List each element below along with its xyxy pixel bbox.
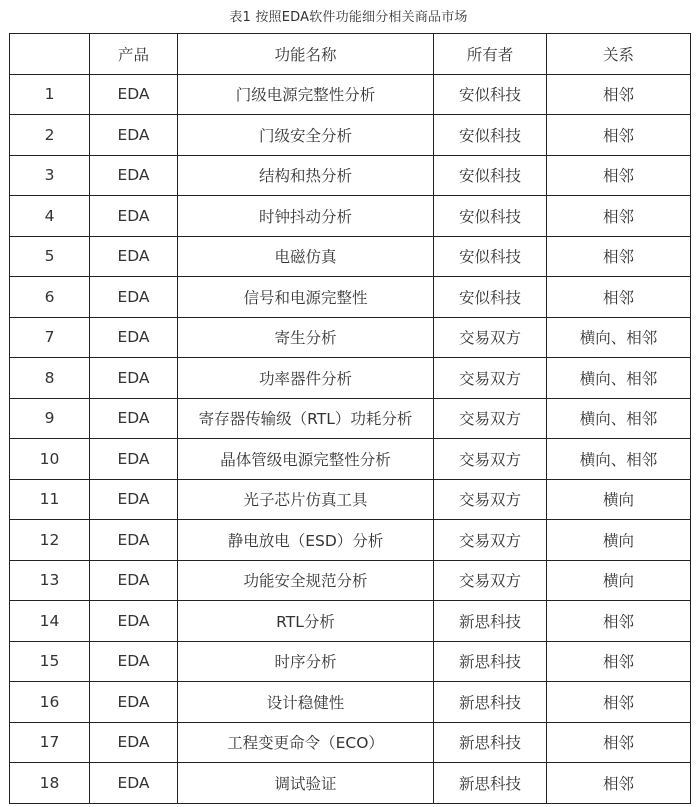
cell-product: EDA (90, 115, 178, 156)
cell-relation: 相邻 (547, 641, 691, 682)
cell-number: 7 (10, 317, 90, 358)
cell-product: EDA (90, 317, 178, 358)
cell-function-name: 结构和热分析 (178, 155, 434, 196)
cell-owner: 新思科技 (434, 763, 547, 804)
header-number (10, 34, 90, 75)
cell-product: EDA (90, 601, 178, 642)
cell-relation: 横向、相邻 (547, 398, 691, 439)
cell-function-name: 时钟抖动分析 (178, 196, 434, 237)
cell-number: 2 (10, 115, 90, 156)
cell-number: 10 (10, 439, 90, 480)
cell-relation: 横向、相邻 (547, 358, 691, 399)
cell-product: EDA (90, 398, 178, 439)
header-product: 产品 (90, 34, 178, 75)
cell-relation: 横向 (547, 520, 691, 561)
table-row (10, 682, 691, 723)
cell-relation: 横向、相邻 (547, 317, 691, 358)
table-row (10, 439, 691, 480)
cell-owner: 安似科技 (434, 277, 547, 318)
cell-number: 13 (10, 560, 90, 601)
cell-relation: 相邻 (547, 601, 691, 642)
cell-number: 5 (10, 236, 90, 277)
cell-function-name: 晶体管级电源完整性分析 (178, 439, 434, 480)
cell-product: EDA (90, 722, 178, 763)
table-row (10, 196, 691, 237)
cell-owner: 安似科技 (434, 74, 547, 115)
cell-relation: 相邻 (547, 155, 691, 196)
header-relation: 关系 (547, 34, 691, 75)
cell-relation: 相邻 (547, 115, 691, 156)
cell-product: EDA (90, 196, 178, 237)
cell-product: EDA (90, 358, 178, 399)
cell-function-name: 电磁仿真 (178, 236, 434, 277)
cell-function-name: 寄存器传输级（RTL）功耗分析 (178, 398, 434, 439)
cell-number: 18 (10, 763, 90, 804)
cell-product: EDA (90, 520, 178, 561)
cell-function-name: 设计稳健性 (178, 682, 434, 723)
table-caption: 表1 按照EDA软件功能细分相关商品市场 (229, 10, 468, 25)
cell-number: 15 (10, 641, 90, 682)
cell-relation: 相邻 (547, 236, 691, 277)
cell-product: EDA (90, 560, 178, 601)
cell-owner: 新思科技 (434, 722, 547, 763)
cell-owner: 新思科技 (434, 682, 547, 723)
table-header-row (10, 34, 691, 75)
cell-function-name: 调试验证 (178, 763, 434, 804)
cell-number: 8 (10, 358, 90, 399)
cell-owner: 交易双方 (434, 520, 547, 561)
table-body (10, 74, 691, 803)
table-row (10, 317, 691, 358)
table-row (10, 520, 691, 561)
cell-relation: 相邻 (547, 763, 691, 804)
cell-relation: 横向、相邻 (547, 439, 691, 480)
cell-product: EDA (90, 439, 178, 480)
cell-function-name: 功能安全规范分析 (178, 560, 434, 601)
cell-function-name: 门级电源完整性分析 (178, 74, 434, 115)
cell-relation: 相邻 (547, 74, 691, 115)
cell-function-name: 时序分析 (178, 641, 434, 682)
cell-product: EDA (90, 277, 178, 318)
table-row (10, 358, 691, 399)
cell-relation: 相邻 (547, 682, 691, 723)
cell-owner: 交易双方 (434, 479, 547, 520)
cell-function-name: 静电放电（ESD）分析 (178, 520, 434, 561)
cell-product: EDA (90, 641, 178, 682)
cell-number: 17 (10, 722, 90, 763)
cell-number: 12 (10, 520, 90, 561)
cell-relation: 相邻 (547, 722, 691, 763)
table-row (10, 763, 691, 804)
cell-function-name: RTL分析 (178, 601, 434, 642)
cell-function-name: 工程变更命令（ECO） (178, 722, 434, 763)
cell-product: EDA (90, 479, 178, 520)
cell-number: 11 (10, 479, 90, 520)
table-row (10, 115, 691, 156)
table-row (10, 398, 691, 439)
cell-function-name: 门级安全分析 (178, 115, 434, 156)
cell-number: 4 (10, 196, 90, 237)
cell-function-name: 功率器件分析 (178, 358, 434, 399)
table-row (10, 601, 691, 642)
table-row (10, 155, 691, 196)
cell-product: EDA (90, 682, 178, 723)
table-row (10, 722, 691, 763)
cell-owner: 安似科技 (434, 115, 547, 156)
header-owner: 所有者 (434, 34, 547, 75)
cell-relation: 横向 (547, 479, 691, 520)
cell-owner: 安似科技 (434, 196, 547, 237)
cell-product: EDA (90, 763, 178, 804)
cell-owner: 交易双方 (434, 317, 547, 358)
cell-relation: 横向 (547, 560, 691, 601)
cell-number: 6 (10, 277, 90, 318)
cell-function-name: 光子芯片仿真工具 (178, 479, 434, 520)
table-row (10, 641, 691, 682)
cell-function-name: 信号和电源完整性 (178, 277, 434, 318)
table-row (10, 277, 691, 318)
cell-number: 16 (10, 682, 90, 723)
cell-owner: 新思科技 (434, 601, 547, 642)
cell-number: 9 (10, 398, 90, 439)
market-table (9, 33, 691, 804)
cell-product: EDA (90, 155, 178, 196)
cell-product: EDA (90, 236, 178, 277)
cell-owner: 交易双方 (434, 439, 547, 480)
table-row (10, 479, 691, 520)
cell-owner: 新思科技 (434, 641, 547, 682)
cell-product: EDA (90, 74, 178, 115)
table-row (10, 236, 691, 277)
header-function-name: 功能名称 (178, 34, 434, 75)
cell-owner: 交易双方 (434, 398, 547, 439)
cell-number: 14 (10, 601, 90, 642)
cell-owner: 安似科技 (434, 236, 547, 277)
cell-owner: 交易双方 (434, 560, 547, 601)
table-row (10, 74, 691, 115)
cell-owner: 安似科技 (434, 155, 547, 196)
cell-relation: 相邻 (547, 277, 691, 318)
cell-function-name: 寄生分析 (178, 317, 434, 358)
cell-number: 3 (10, 155, 90, 196)
cell-owner: 交易双方 (434, 358, 547, 399)
cell-number: 1 (10, 74, 90, 115)
cell-relation: 相邻 (547, 196, 691, 237)
table-row (10, 560, 691, 601)
